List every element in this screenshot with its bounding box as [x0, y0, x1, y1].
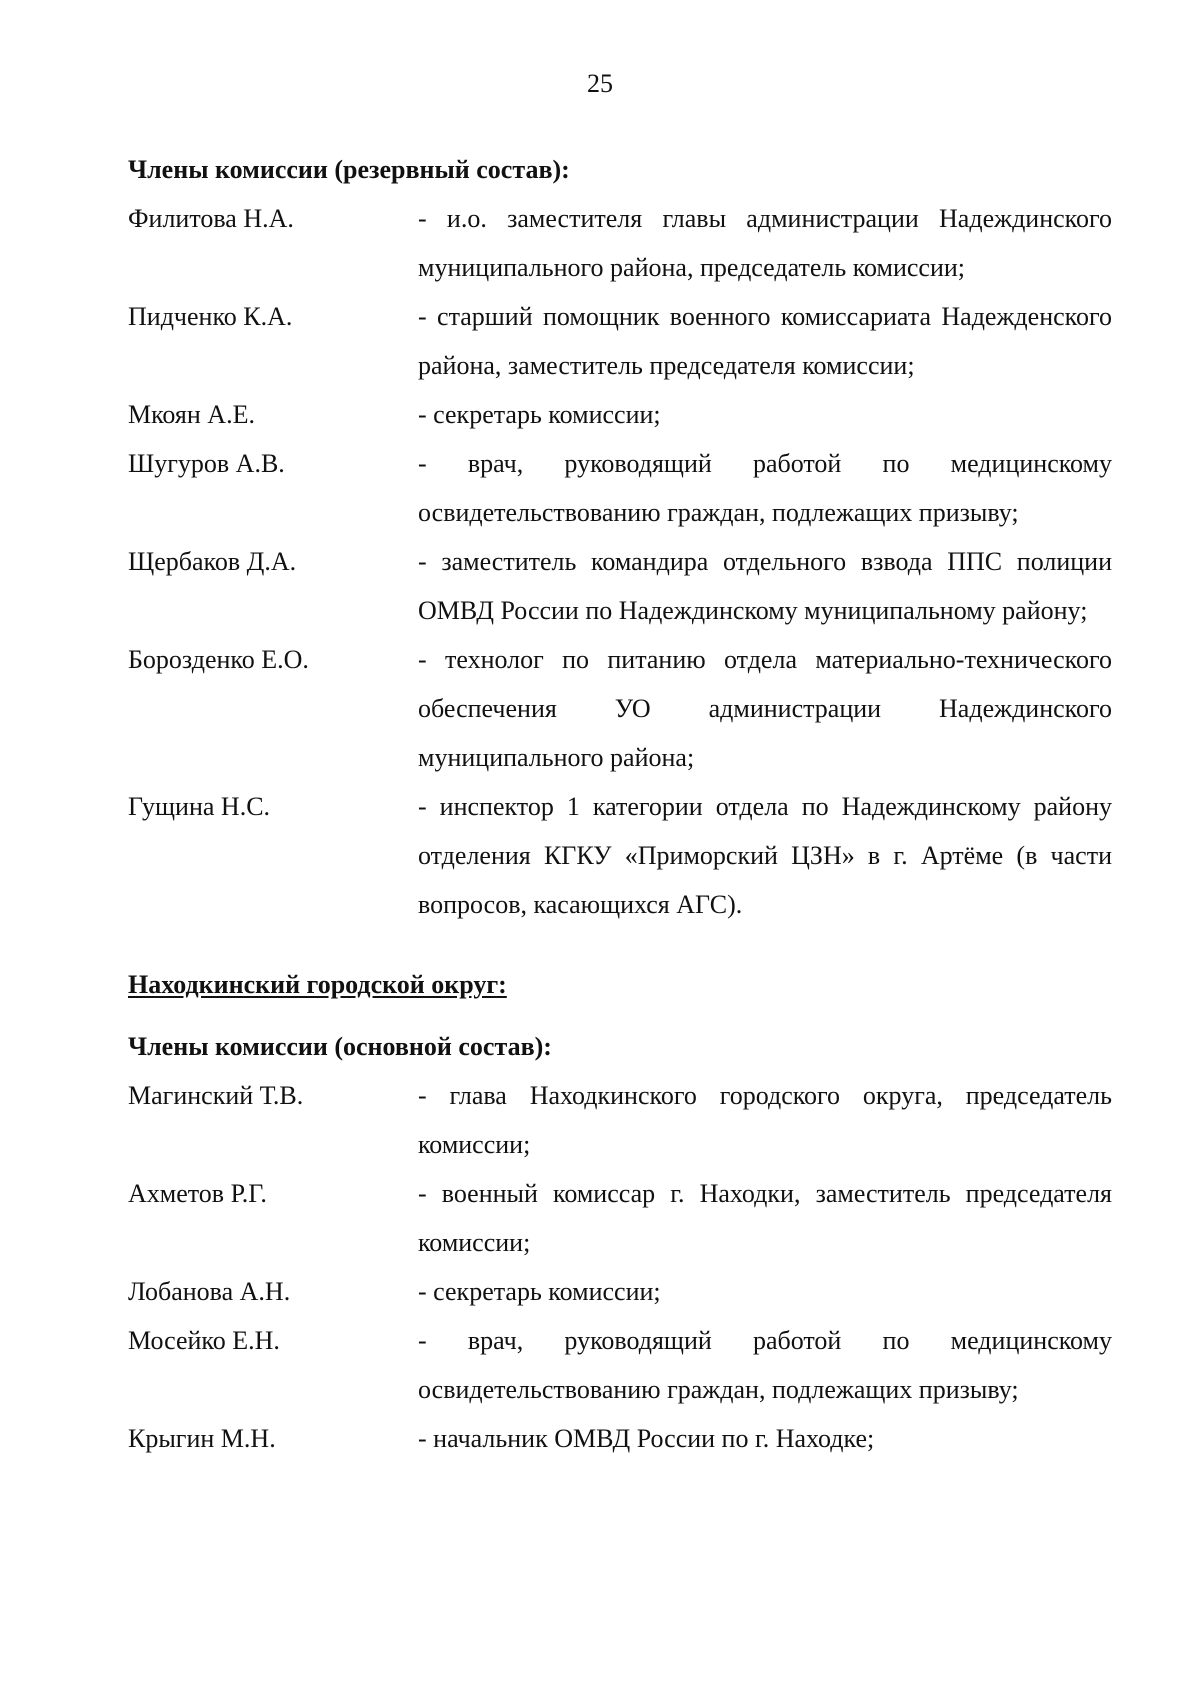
member-name: Щербаков Д.А.	[128, 547, 297, 576]
member-name: Борозденко Е.О.	[128, 645, 309, 674]
member-role: - глава Находкинского городского округа, председатель комиссии;	[418, 1081, 1112, 1159]
member-row	[128, 194, 1112, 292]
member-role: - военный комиссар г. Находки, заместитель председателя комиссии;	[418, 1179, 1112, 1257]
member-name: Шугуров А.В.	[128, 449, 285, 478]
member-role: - секретарь комиссии;	[418, 1277, 661, 1306]
member-role: - инспектор 1 категории отдела по Надеждинскому району отделения КГКУ «Приморский ЦЗН» в г. Артёме (в части вопросов, касающихся АГС).	[418, 792, 1112, 919]
member-name: Магинский Т.В.	[128, 1081, 304, 1110]
member-name: Мосейко Е.Н.	[128, 1326, 280, 1355]
member-role: - и.о. заместителя главы администрации Надеждинского муниципального района, председатель комиссии;	[418, 204, 1112, 282]
member-name: Ахметов Р.Г.	[128, 1179, 267, 1208]
member-row	[128, 782, 1112, 929]
member-name: Филитова Н.А.	[128, 204, 294, 233]
member-row	[128, 1169, 1112, 1267]
document-body	[128, 152, 1112, 1463]
main-composition-heading: Члены комиссии (основной состав):	[128, 1032, 552, 1061]
member-row	[128, 1071, 1112, 1169]
district-heading: Находкинский городской округ:	[128, 970, 507, 999]
member-role: - заместитель командира отдельного взвода ППС полиции ОМВД России по Надеждинскому муниципальному району;	[418, 547, 1112, 625]
member-row	[128, 635, 1112, 782]
member-role: - секретарь комиссии;	[418, 400, 661, 429]
member-row	[128, 1316, 1112, 1414]
member-name: Мкоян А.Е.	[128, 400, 255, 429]
member-row	[128, 439, 1112, 537]
member-name: Пидченко К.А.	[128, 302, 293, 331]
member-row	[128, 390, 1112, 439]
member-row	[128, 292, 1112, 390]
member-row	[128, 1414, 1112, 1463]
member-role: - старший помощник военного комиссариата Надежденского района, заместитель председателя комиссии;	[418, 302, 1112, 380]
reserve-members-list	[128, 194, 1112, 929]
member-role: - технолог по питанию отдела материально-технического обеспечения УО администрации Надеждинского муниципального района;	[418, 645, 1112, 772]
member-row	[128, 537, 1112, 635]
page-number: 25	[587, 69, 613, 98]
member-name: Крыгин М.Н.	[128, 1424, 276, 1453]
member-row	[128, 1267, 1112, 1316]
main-members-list	[128, 1071, 1112, 1463]
member-role: - начальник ОМВД России по г. Находке;	[418, 1424, 875, 1453]
member-name: Гущина Н.С.	[128, 792, 271, 821]
member-role: - врач, руководящий работой по медицинскому освидетельствованию граждан, подлежащих призыву;	[418, 1326, 1112, 1404]
member-role: - врач, руководящий работой по медицинскому освидетельствованию граждан, подлежащих призыву;	[418, 449, 1112, 527]
member-name: Лобанова А.Н.	[128, 1277, 291, 1306]
reserve-composition-heading: Члены комиссии (резервный состав):	[128, 155, 570, 184]
